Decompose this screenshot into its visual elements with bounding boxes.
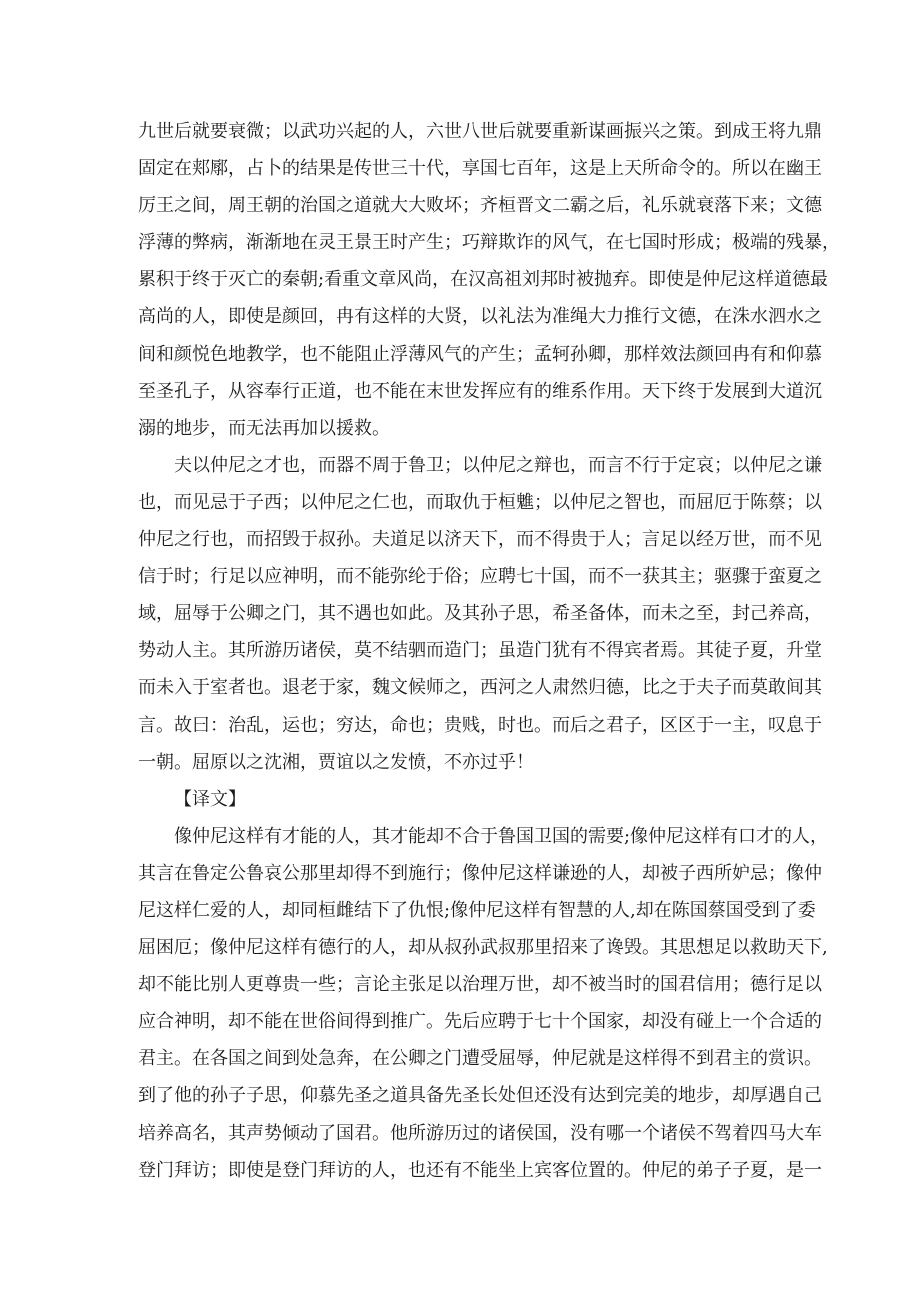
text-line: 浮薄的弊病，渐渐地在灵王景王时产生；巧辩欺诈的风气，在七国时形成；极端的残暴， (138, 232, 840, 254)
text-line: 间和颜悦色地教学，也不能阻止浮薄风气的产生；孟轲孙卿，那样效法颜回冉有和仰慕 (138, 343, 822, 365)
text-line: 到了他的孙子子思，仰慕先圣之道具备先圣长处但还没有达到完美的地步，却厚遇自己 (138, 1085, 822, 1107)
text-line: 夫以仲尼之才也，而器不周于鲁卫；以仲尼之辩也，而言不行于定哀；以仲尼之谦 (174, 454, 822, 476)
section-heading: 【译文】 (174, 788, 246, 810)
text-line: 而未入于室者也。退老于家，魏文候师之，西河之人肃然归德，比之于夫子而莫敢间其 (138, 677, 822, 699)
text-line: 累积于终于灭亡的秦朝;看重文章风尚，在汉高祖刘邦时被抛弃。即使是仲尼这样道德最 (138, 269, 829, 291)
text-line: 尼这样仁爱的人，却同桓雌结下了仇恨;像仲尼这样有智慧的人,却在陈国蔡国受到了委 (138, 899, 816, 921)
text-line: 至圣孔子，从容奉行正道，也不能在末世发挥应有的维系作用。天下终于发展到大道沉 (138, 380, 822, 402)
text-line: 其言在鲁定公鲁哀公那里却得不到施行；像仲尼这样谦逊的人，却被子西所妒忌；像仲 (138, 862, 822, 884)
text-line: 应合神明，却不能在世俗间得到推广。先后应聘于七十个国家，却没有碰上一个合适的 (138, 1011, 822, 1033)
text-line: 像仲尼这样有才能的人，其才能却不合于鲁国卫国的需要;像仲尼这样有口才的人， (174, 825, 829, 847)
text-line: 屈困厄；像仲尼这样有德行的人，却从叔孙武叔那里招来了谗毁。其思想足以救助天下, (138, 937, 828, 959)
text-line: 君主。在各国之间到处急奔，在公卿之门遭受屈辱，仲尼就是这样得不到君主的赏识。 (138, 1048, 822, 1070)
text-line: 厉王之间，周王朝的治国之道就大大败坏；齐桓晋文二霸之后，礼乐就衰落下来；文德 (138, 195, 822, 217)
text-line: 也，而见忌于子西；以仲尼之仁也，而取仇于桓魋；以仲尼之智也，而屈厄于陈蔡；以 (138, 491, 822, 513)
paragraph-translation (138, 818, 829, 1189)
text-line: 域，屈辱于公卿之门，其不遇也如此。及其孙子思，希圣备体，而未之至，封己养高， (138, 603, 822, 625)
text-line: 势动人主。其所游历诸侯，莫不结驷而造门；虽造门犹有不得宾者焉。其徒子夏，升堂 (138, 640, 822, 662)
text-line: 信于时；行足以应神明，而不能弥纶于俗；应聘七十国，而不一获其主；驱骤于蛮夏之 (138, 566, 822, 588)
text-line: 却不能比别人更尊贵一些；言论主张足以治理万世，却不被当时的国君信用；德行足以 (138, 974, 822, 996)
paragraph-original-text (138, 447, 822, 781)
document-body (138, 113, 840, 1189)
text-line: 培养高名，其声势倾动了国君。他所游历过的诸侯国，没有哪一个诸侯不驾着四马大车 (138, 1122, 822, 1144)
text-line: 仲尼之行也，而招毁于叔孙。夫道足以济天下，而不得贵于人；言足以经万世，而不见 (138, 529, 822, 551)
text-line: 一朝。屈原以之沈湘，贾谊以之发愤，不亦过乎！ (138, 751, 534, 773)
text-line: 九世后就要衰微；以武功兴起的人，六世八世后就要重新谋画振兴之策。到成王将九鼎 (138, 121, 822, 142)
text-line: 固定在郏鄏，占卜的结果是传世三十代，享国七百年，这是上天所命令的。所以在幽王 (138, 158, 822, 180)
paragraph-continuation (138, 113, 840, 447)
text-line: 言。故曰：治乱，运也；穷达，命也；贵贱，时也。而后之君子，区区于一主，叹息于 (138, 714, 822, 736)
text-line: 登门拜访；即使是登门拜访的人，也还有不能坐上宾客位置的。仲尼的弟子子夏，是一 (138, 1159, 822, 1181)
text-line: 溺的地步，而无法再加以援救。 (138, 417, 390, 439)
text-line: 高尚的人，即使是颜回，冉有这样的大贤，以礼法为准绳大力推行文德，在洙水泗水之 (138, 306, 822, 328)
